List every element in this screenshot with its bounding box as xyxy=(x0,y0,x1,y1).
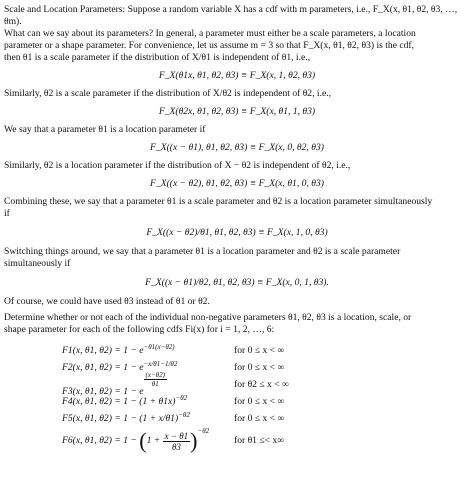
paragraph-scale-theta2: Similarly, θ2 is a scale parameter if the distribution of X/θ2 is independent of θ2, i.e., xyxy=(4,88,332,99)
paragraph-switched-line-2: simultaneously if xyxy=(4,258,71,269)
question-line-1: Determine whether or not each of the individual non-negative parameters θ1, θ2, θ3 is a location, scale, or xyxy=(4,312,412,323)
cdf-formula: F5(x, θ1, $\theta 2) = 1 - (1 + x/\theta 1)^{-\theta 2}$ xyxy=(62,410,190,424)
cdf-domain: for 0 ≤ x < ∞ xyxy=(234,395,285,407)
cdf-formula: F6(x, θ1, θ2) = 1 − (1 + $\frac{x - \theta 1}{\theta 3}$ )$^{-\theta 2}$ xyxy=(62,427,210,453)
paragraph-combined-line-1: Combining these, we say that a parameter θ1 is a scale parameter and θ2 is a location parameter simultaneously xyxy=(4,196,433,207)
cdf-item xyxy=(4,410,470,427)
cdf-item xyxy=(4,427,470,455)
paragraph-combined-line-2: if xyxy=(4,208,10,219)
equation-location-theta1: F_X((x − θ1), θ1, θ2, θ3) ≡ F_X(x, 0, θ2, θ3) xyxy=(150,142,324,153)
equation-scale-theta2: F_X(θ2x, θ1, θ2, θ3) ≡ F_X(x, θ1, 1, θ3) xyxy=(158,106,316,117)
cdf-item xyxy=(4,342,470,359)
cdf-item xyxy=(4,370,470,398)
paragraph-location-theta1: We say that a parameter θ1 is a location parameter if xyxy=(4,124,206,135)
question-line-2: shape parameter for each of the following cdfs Fi(x) for i = 1, 2, …, 6: xyxy=(4,324,275,335)
equation-location-scale: F_X((x − θ1)/θ2, θ1, θ2, θ3) ≡ F_X(x, 0, 1, θ3). xyxy=(145,277,329,288)
intro-line-1: Scale and Location Parameters: Suppose a random variable X has a cdf with m parameters, i.e., F_X(x, θ1, θ2, θ3, …, θm). xyxy=(4,4,458,27)
cdf-item xyxy=(4,393,470,410)
cdf-formula: F3(x, θ1, θ2) = 1 − e $^{\frac{(x-\theta 2)}{\theta 1}}$ xyxy=(62,370,165,398)
cdf-domain: for 0 ≤ x < ∞ xyxy=(234,344,285,356)
cdf-formula: F2(x, θ1, $\theta 2) = 1 - e^{-x/\theta 1-1/\theta 2}$ xyxy=(62,359,178,373)
intro-line-2: What can we say about its parameters? In general, a parameter must either be a scale parameters, a location xyxy=(4,28,416,39)
cdf-domain: for 0 ≤ x < ∞ xyxy=(234,361,285,373)
paragraph-theta3-note: Of course, we could have used θ3 instead of θ1 or θ2. xyxy=(4,296,210,307)
paragraph-switched-line-1: Switching things around, we say that a parameter θ1 is a location parameter and θ2 is a scale parameter xyxy=(4,246,401,257)
cdf-list xyxy=(4,342,470,455)
equation-scale-theta1: F_X(θ1x, θ1, θ2, θ3) ≡ F_X(x, 1, θ2, θ3) xyxy=(158,70,316,81)
cdf-domain: for 0 ≤ x < ∞ xyxy=(234,412,285,424)
equation-location-theta2: F_X((x − θ2), θ1, θ2, θ3) ≡ F_X(x, θ1, 0, θ3) xyxy=(150,178,324,189)
cdf-formula: F4(x, θ1, $\theta 2) = 1 - (1 + \theta 1x)^{-\theta 2}$ xyxy=(62,393,188,407)
cdf-formula: F1(x, θ1, $\theta 2) = 1 - e^{-\theta 1(x-\theta 2)}$ xyxy=(62,342,175,356)
cdf-domain: for θ1 ≤< x∞ xyxy=(234,435,285,446)
cdf-domain: for θ2 ≤ x < ∞ xyxy=(234,378,289,390)
paragraph-location-theta2: Similarly, θ2 is a location parameter if the distribution of X − θ2 is independent of θ2, i.e., xyxy=(4,160,351,171)
intro-line-3: parameter or a shape parameter. For convenience, let us assume m = 3 so that F_X(x, θ1, θ2, θ3) is the cdf, xyxy=(4,40,415,51)
intro-line-4: then θ1 is a scale parameter if the distribution of X/θ1 is independent of θ1, i.e., xyxy=(4,52,311,63)
equation-scale-location: F_X((x − θ2)/θ1, θ1, θ2, θ3) ≡ F_X(x, 1, 0, θ3) xyxy=(146,227,328,238)
